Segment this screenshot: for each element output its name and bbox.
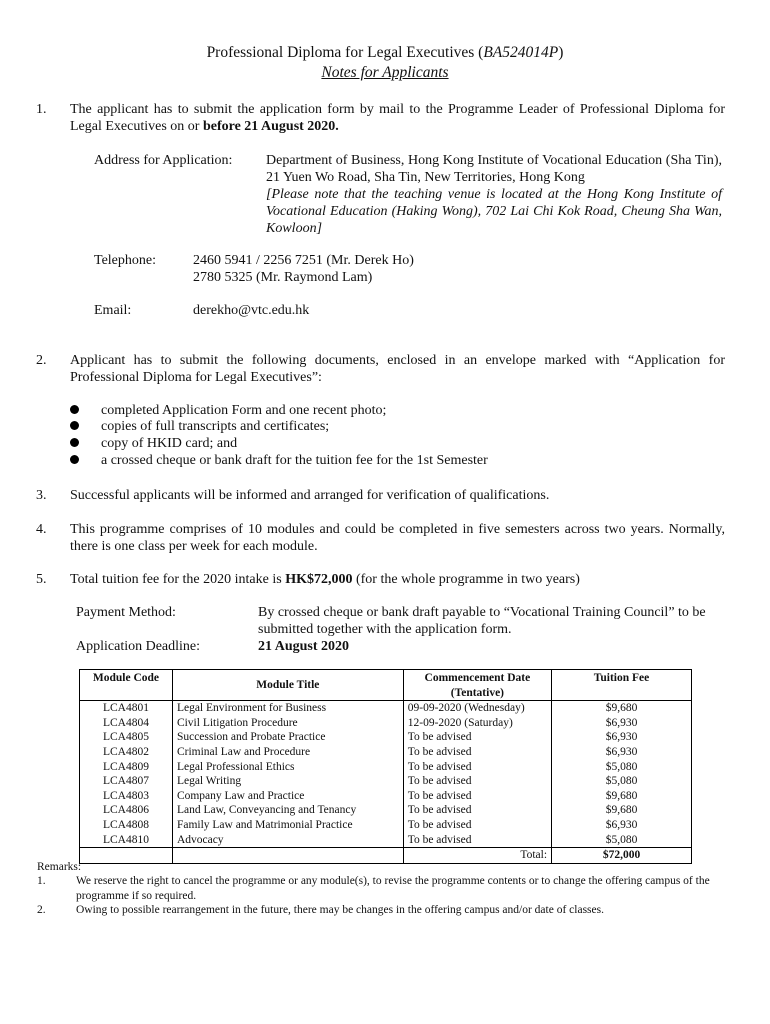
module-title: Family Law and Matrimonial Practice (172, 818, 403, 833)
document-list-item: completed Application Form and one recent photo; (101, 403, 387, 418)
commencement-date: To be advised (403, 760, 551, 775)
remarks-heading: Remarks: (37, 861, 82, 873)
table-row (80, 730, 692, 745)
module-code: LCA4803 (80, 789, 173, 804)
payment-method-label: Payment Method: (76, 605, 176, 620)
submission-deadline: before 21 August 2020. (202, 119, 339, 134)
commencement-date: To be advised (403, 818, 551, 833)
empty-cell (80, 848, 173, 864)
remark-number: 2. (37, 904, 46, 916)
tuition-fee: $5,080 (552, 760, 692, 775)
module-code: LCA4804 (80, 716, 173, 731)
tuition-fee: $6,930 (552, 716, 692, 731)
tuition-fee: $5,080 (552, 833, 692, 848)
bullet-icon (70, 455, 79, 464)
email-label: Email: (94, 303, 132, 318)
telephone-2: 2780 5325 (Mr. Raymond Lam) (193, 270, 373, 285)
email-value: derekho@vtc.edu.hk (193, 303, 310, 318)
item-4-text: This programme comprises of 10 modules and could be completed in five semesters across two years. Normally, there is one class per week for each module. (70, 522, 725, 554)
total-label: Total: (403, 848, 551, 864)
commencement-date: 12-09-2020 (Saturday) (403, 716, 551, 731)
programme-code: BA524014P (483, 44, 559, 61)
commencement-date: To be advised (403, 789, 551, 804)
commencement-date: To be advised (403, 745, 551, 760)
telephone-label: Telephone: (94, 253, 156, 268)
address-label: Address for Application: (94, 153, 233, 168)
telephone-1: 2460 5941 / 2256 7251 (Mr. Derek Ho) (193, 253, 414, 268)
module-title: Legal Environment for Business (172, 701, 403, 716)
table-row (80, 803, 692, 818)
document-subtitle: Notes for Applicants (321, 64, 449, 81)
payment-method-value: By crossed cheque or bank draft payable to “Vocational Training Council” to be submitted together with the application form. (258, 605, 706, 637)
tuition-fee: $6,930 (552, 745, 692, 760)
table-total-row (80, 848, 692, 864)
commencement-date: To be advised (403, 803, 551, 818)
module-code: LCA4808 (80, 818, 173, 833)
tuition-fee: $6,930 (552, 730, 692, 745)
commencement-date: 09-09-2020 (Wednesday) (403, 701, 551, 716)
bullet-icon (70, 405, 79, 414)
table-row (80, 716, 692, 731)
module-title: Civil Litigation Procedure (172, 716, 403, 731)
module-code: LCA4809 (80, 760, 173, 775)
document-list-item: copies of full transcripts and certificates; (101, 419, 330, 434)
document-title: Professional Diploma for Legal Executives (BA524014P) (206, 44, 564, 61)
module-code: LCA4807 (80, 774, 173, 789)
item-5-number: 5. (36, 572, 47, 587)
item-4-number: 4. (36, 522, 47, 537)
module-code: LCA4802 (80, 745, 173, 760)
module-code: LCA4805 (80, 730, 173, 745)
bullet-icon (70, 438, 79, 447)
item-5-text: Total tuition fee for the 2020 intake is HK$72,000 (for the whole programme in two years) (70, 572, 580, 587)
application-deadline-label: Application Deadline: (76, 639, 201, 654)
remark-text: Owing to possible rearrangement in the future, there may be changes in the offering campus and/or date of classes. (76, 904, 604, 916)
item-2-text: Applicant has to submit the following documents, enclosed in an envelope marked with “Application for Professional Diploma for Legal Executives”: (70, 353, 725, 385)
table-row (80, 760, 692, 775)
module-title: Advocacy (172, 833, 403, 848)
total-value: $72,000 (552, 848, 692, 864)
application-deadline-value: 21 August 2020 (258, 639, 350, 654)
module-title: Legal Writing (172, 774, 403, 789)
table-row (80, 789, 692, 804)
remark-number: 1. (37, 875, 46, 887)
document-list-item: copy of HKID card; and (101, 436, 238, 451)
table-row (80, 774, 692, 789)
item-2-number: 2. (36, 353, 47, 368)
module-code: LCA4810 (80, 833, 173, 848)
remark-text: We reserve the right to cancel the programme or any module(s), to revise the programme contents or to change the offering campus of the programme if so required. (76, 875, 710, 902)
module-code: LCA4806 (80, 803, 173, 818)
module-title: Legal Professional Ethics (172, 760, 403, 775)
item-3-number: 3. (36, 488, 47, 503)
commencement-date: To be advised (403, 730, 551, 745)
tuition-fee: $9,680 (552, 803, 692, 818)
commencement-date: To be advised (403, 833, 551, 848)
bullet-icon (70, 421, 79, 430)
item-1-number: 1. (36, 102, 47, 117)
table-header-row (80, 670, 692, 701)
address-value: Department of Business, Hong Kong Institute of Vocational Education (Sha Tin), 21 Yuen Wo Road, Sha Tin, New Territories, Hong Kong [Please note that the teaching venue is located at the Hong Kong Institute of Vocational Education (Haking Wong), 702 Lai Chi Kok Road, Cheung Sha Wan, Kowloon] (266, 153, 722, 236)
item-1-text: The applicant has to submit the application form by mail to the Programme Leader of Professional Diploma for Legal Executives on or before 21 August 2020. (70, 102, 725, 134)
table-row (80, 745, 692, 760)
module-code: LCA4801 (80, 701, 173, 716)
tuition-fee: $5,080 (552, 774, 692, 789)
tuition-fee: $9,680 (552, 701, 692, 716)
table-row (80, 701, 692, 716)
header-commencement-date: Commencement Date (Tentative) (403, 670, 551, 701)
module-title: Succession and Probate Practice (172, 730, 403, 745)
header-module-code: Module Code (80, 670, 173, 701)
module-fee-table (79, 669, 692, 864)
header-tuition-fee: Tuition Fee (552, 670, 692, 701)
total-fee-amount: HK$72,000 (285, 572, 353, 587)
tuition-fee: $6,930 (552, 818, 692, 833)
item-3-text: Successful applicants will be informed and arranged for verification of qualifications. (70, 488, 550, 503)
venue-note: [Please note that the teaching venue is located at the Hong Kong Institute of Vocational Education (Haking Wong), 702 Lai Chi Kok Road, Cheung Sha Wan, Kowloon] (266, 187, 722, 236)
module-title: Company Law and Practice (172, 789, 403, 804)
table-row (80, 818, 692, 833)
document-list-item: a crossed cheque or bank draft for the tuition fee for the 1st Semester (101, 453, 488, 468)
header-module-title: Module Title (172, 670, 403, 701)
commencement-date: To be advised (403, 774, 551, 789)
table-row (80, 833, 692, 848)
tuition-fee: $9,680 (552, 789, 692, 804)
module-title: Land Law, Conveyancing and Tenancy (172, 803, 403, 818)
empty-cell (172, 848, 403, 864)
module-title: Criminal Law and Procedure (172, 745, 403, 760)
